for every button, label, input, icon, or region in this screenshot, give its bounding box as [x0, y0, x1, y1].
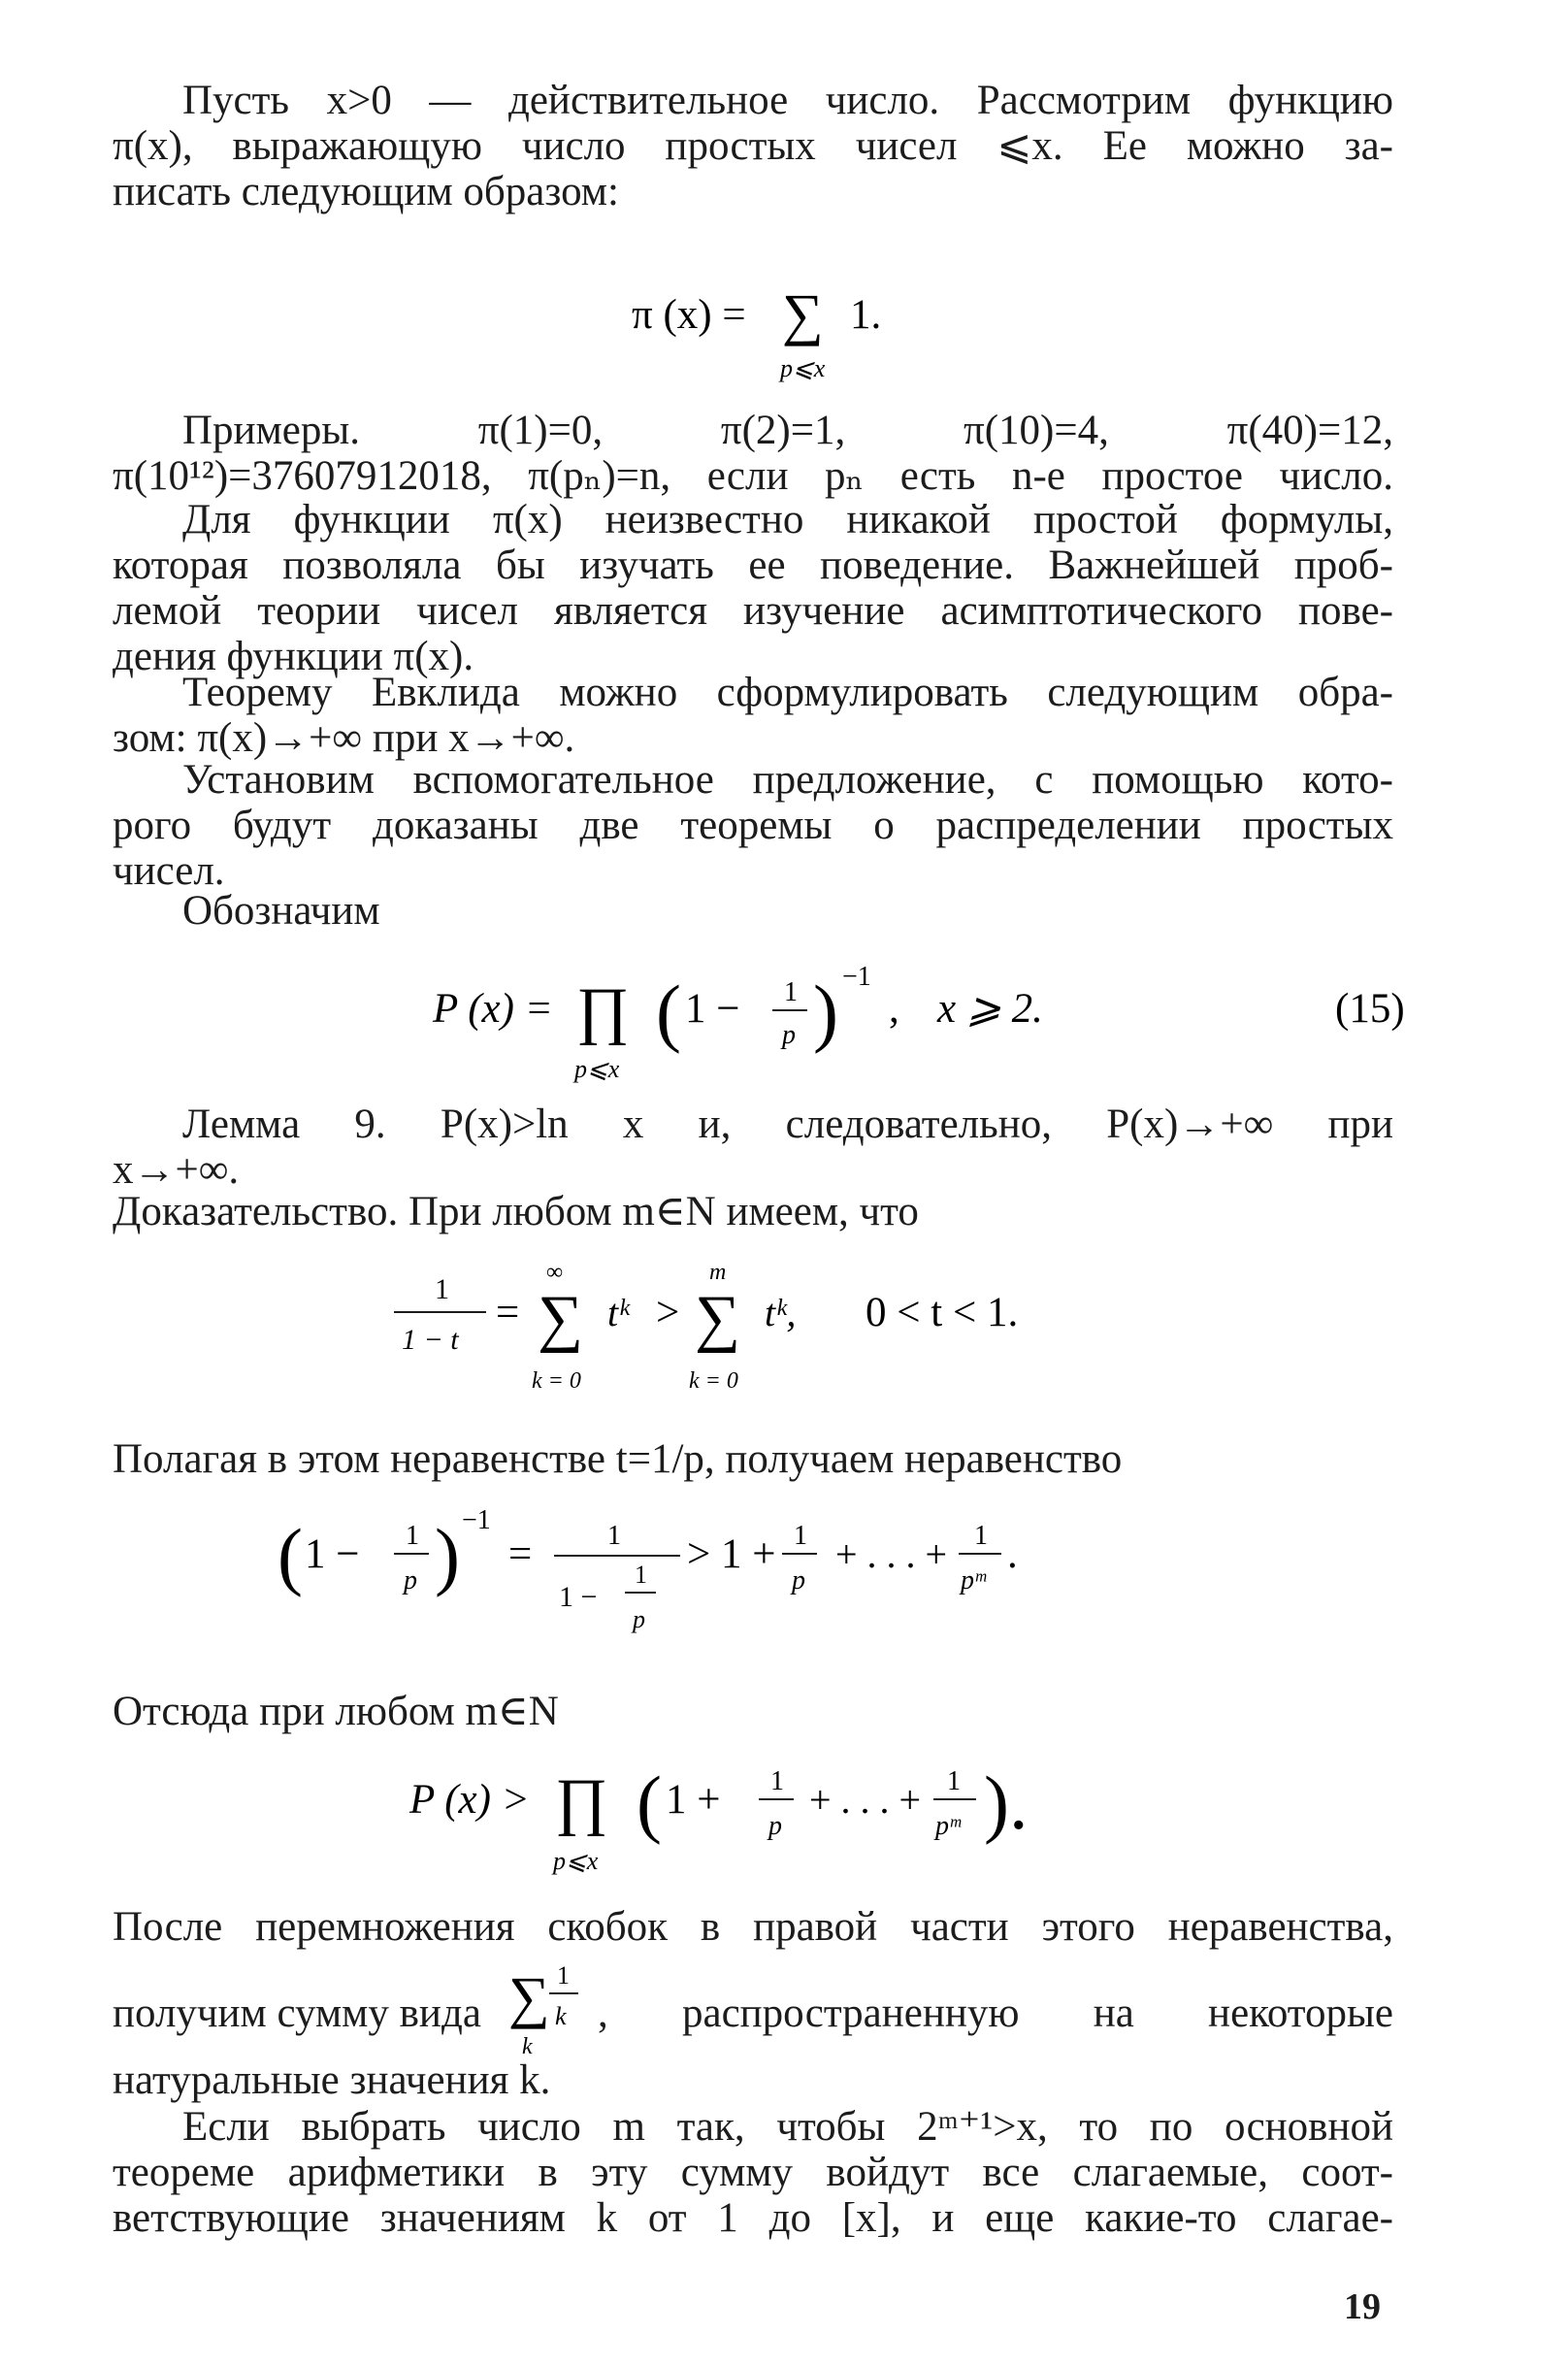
text-line: Полагая в этом неравенстве t=1/p, получаем неравенство — [113, 1436, 1123, 1482]
fraction-numerator: 1 — [607, 1521, 621, 1551]
formula-text: 1 − — [559, 1581, 598, 1613]
formula-product-15 — [113, 956, 1405, 1092]
sum-symbol: ∑ — [695, 1283, 741, 1354]
fraction-numerator: 1 — [784, 977, 798, 1007]
formula-text: 0 < t < 1. — [866, 1290, 1019, 1335]
sum-symbol: ∑ — [538, 1283, 584, 1354]
formula-text: P (x) = — [433, 986, 553, 1032]
text-line: лемой теории чисел является изучение асимптотического пове- — [113, 588, 1393, 634]
formula-text: , — [889, 986, 899, 1032]
text-line: π(10¹²)=37607912018, π(pₙ)=n, если pₙ есть n-е простое число. — [113, 453, 1393, 499]
text-line: Теорему Евклида можно сформулировать следующим обра- — [182, 670, 1393, 715]
text-line: Обозначим — [182, 888, 380, 934]
exponent: −1 — [462, 1505, 491, 1535]
equation-number: (15) — [1335, 986, 1405, 1032]
paragraph-pi-behavior — [113, 497, 1393, 679]
text-line: π(x), выражающую число простых чисел ⩽x. Ее можно за- — [113, 123, 1393, 169]
text-line: Доказательство. При любом m∈N имеем, что — [113, 1189, 919, 1234]
left-paren: ( — [656, 970, 681, 1054]
formula-text: x ⩾ 2. — [937, 986, 1043, 1032]
paragraph-euclid — [113, 670, 1393, 761]
exponent: −1 — [842, 962, 871, 992]
fraction-numerator: 1 — [635, 1561, 647, 1589]
fraction-denominator: p — [792, 1565, 805, 1595]
formula-text: π (x) = — [632, 292, 746, 338]
fraction-denominator: 1 − t — [402, 1324, 459, 1356]
paragraph-hence — [113, 1689, 1393, 1734]
paragraph-choose-m — [113, 2104, 1393, 2241]
text-line: Если выбрать число m так, чтобы 2ᵐ⁺¹>x, то по основной — [182, 2104, 1393, 2150]
sum-lower-limit: k = 0 — [689, 1368, 738, 1394]
text-line: которая позволяла бы изучать ее поведение. Важнейшей проб- — [113, 543, 1393, 588]
sum-subscript: p⩽x — [780, 354, 826, 382]
page-number: 19 — [1344, 2286, 1381, 2327]
sum-subscript: k — [522, 2034, 533, 2057]
formula-geometric-series — [113, 1252, 1393, 1407]
fraction-denominator: p — [782, 1020, 796, 1050]
right-paren: ) — [435, 1513, 460, 1597]
formula-text: . — [1007, 1531, 1018, 1577]
fraction-numerator: 1 — [557, 1961, 570, 1990]
fraction-numerator: 1 — [794, 1521, 807, 1551]
fraction-numerator: 1 — [770, 1766, 784, 1796]
fraction-numerator: 1 — [947, 1766, 961, 1796]
text-line: Отсюда при любом m∈N — [113, 1689, 559, 1734]
product-subscript: p⩽x — [574, 1055, 620, 1083]
left-paren: ( — [278, 1513, 303, 1597]
paragraph-after-multiplication — [113, 1904, 1393, 1950]
fraction-denominator: p — [404, 1565, 417, 1595]
fraction-numerator: 1 — [974, 1521, 988, 1551]
text-line: Пусть x>0 — действительное число. Рассмотрим функцию — [182, 78, 1393, 123]
formula-inequality — [113, 1499, 1393, 1664]
text-line: Для функции π(x) неизвестно никакой простой формулы, — [182, 497, 1393, 543]
text-line: теореме арифметики в эту сумму войдут все слагаемые, соот- — [113, 2150, 1393, 2195]
paragraph-substitute — [113, 1436, 1393, 1482]
text-line: ветствующие значениям k от 1 до [x], и еще какие-то слагае- — [113, 2195, 1393, 2241]
text-line: x→+∞. — [113, 1147, 240, 1193]
product-symbol: ∏ — [576, 975, 630, 1046]
paragraph-natural-values — [113, 2057, 1393, 2103]
formula-text: 1 − — [305, 1531, 360, 1577]
fraction-denominator: p — [633, 1605, 645, 1633]
sum-upper-limit: ∞ — [546, 1260, 564, 1285]
formula-text: 1 − — [685, 986, 740, 1032]
formula-product-inequality — [113, 1747, 1393, 1888]
paragraph-auxiliary — [113, 757, 1393, 894]
formula-text: > 1 + — [687, 1531, 776, 1577]
sum-symbol: ∑ — [508, 1965, 550, 2029]
formula-text: 1 + — [666, 1777, 721, 1823]
fraction-numerator: 1 — [406, 1521, 419, 1551]
formula-text: = — [508, 1531, 533, 1577]
text-line: получим сумму вида — [113, 1990, 481, 2036]
paragraph-definition — [113, 78, 1393, 214]
formula-text: tᵏ — [607, 1291, 630, 1334]
sum-line — [113, 1951, 1393, 2057]
text-line: Примеры. π(1)=0, π(2)=1, π(10)=4, π(40)=12, — [182, 408, 1393, 453]
formula-text: + . . . + — [809, 1778, 922, 1822]
lemma-9 — [113, 1102, 1393, 1193]
sum-lower-limit: k = 0 — [532, 1368, 581, 1394]
sum-symbol: ∑ — [782, 282, 824, 346]
formula-text: > — [656, 1290, 680, 1335]
text-line: писать следующим образом: — [113, 169, 619, 214]
text-line: Лемма 9. P(x)>ln x и, следовательно, P(x)→+∞ при — [182, 1102, 1393, 1147]
text-line: , распространенную на некоторые — [598, 1990, 1393, 2036]
fraction-denominator: pᵐ — [961, 1565, 986, 1595]
text-line: Установим вспомогательное предложение, с помощью кото- — [182, 757, 1393, 803]
text-line: дения функции π(x). — [113, 634, 474, 679]
formula-text: P (x) > — [409, 1777, 530, 1823]
left-paren: ( — [637, 1760, 662, 1845]
text-line: зом: π(x)→+∞ при x→+∞. — [113, 715, 575, 761]
formula-text: tᵏ, — [765, 1291, 797, 1334]
paragraph-denote — [113, 888, 1393, 934]
text-line: чисел. — [113, 848, 225, 894]
formula-pi-sum — [113, 262, 1393, 388]
paragraph-examples — [113, 408, 1393, 499]
right-paren-period: ). — [984, 1760, 1029, 1845]
right-paren: ) — [813, 970, 838, 1054]
product-symbol: ∏ — [555, 1766, 608, 1837]
text-line: После перемножения скобок в правой части этого неравенства, — [113, 1904, 1393, 1950]
text-line: натуральные значения k. — [113, 2057, 551, 2103]
product-subscript: p⩽x — [553, 1847, 599, 1875]
fraction-denominator: pᵐ — [935, 1811, 961, 1841]
fraction-denominator: k — [555, 2002, 567, 2030]
fraction-denominator: p — [768, 1811, 782, 1841]
paragraph-proof — [113, 1189, 1393, 1234]
formula-text: + . . . + — [835, 1532, 948, 1576]
fraction-numerator: 1 — [435, 1273, 449, 1305]
sum-upper-limit: m — [709, 1260, 727, 1285]
formula-text: = — [496, 1290, 520, 1335]
text-line: рого будут доказаны две теоремы о распределении простых — [113, 803, 1393, 848]
formula-text: 1. — [850, 292, 882, 338]
